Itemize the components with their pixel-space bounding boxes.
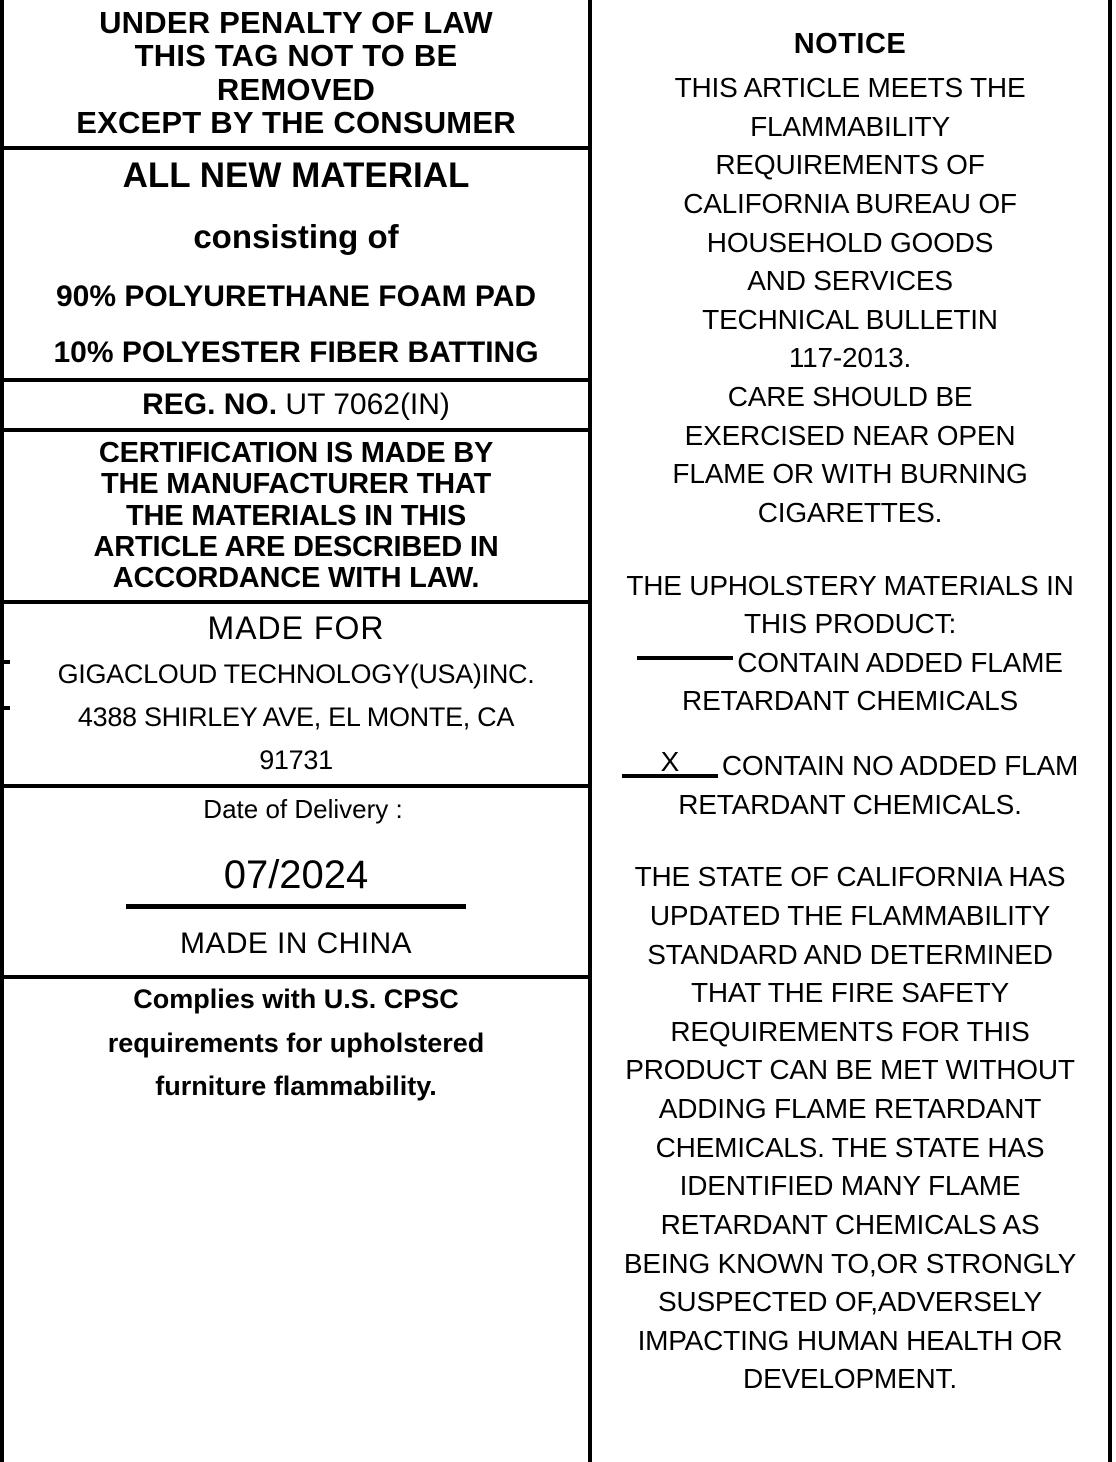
notice-line-11: FLAME OR WITH BURNING xyxy=(672,458,1028,490)
state-line-14: DEVELOPMENT. xyxy=(743,1363,957,1395)
notice-line-8: 117-2013. xyxy=(788,342,912,374)
state-line-9: IDENTIFIED MANY FLAME xyxy=(679,1170,1021,1202)
state-line-3: STANDARD AND DETERMINED xyxy=(647,938,1053,970)
registration-section xyxy=(4,382,588,432)
state-line-6: PRODUCT CAN BE MET WITHOUT xyxy=(625,1054,1075,1086)
date-of-delivery-field xyxy=(12,853,580,909)
registration-label: REG. NO. xyxy=(142,387,278,421)
material-section xyxy=(4,150,588,382)
notice-line-12: CIGARETTES. xyxy=(757,496,943,528)
option-no-contain-line-2: RETARDANT CHEMICALS. xyxy=(678,788,1022,820)
notice-line-4: CALIFORNIA BUREAU OF xyxy=(683,187,1017,219)
penalty-line-2: THIS TAG NOT TO BE xyxy=(134,38,458,74)
upholstery-intro-line-1: THE UPHOLSTERY MATERIALS IN xyxy=(626,569,1074,601)
material-heading: ALL NEW MATERIAL xyxy=(122,155,470,195)
state-line-1: THE STATE OF CALIFORNIA HAS xyxy=(634,861,1066,893)
state-line-10: RETARDANT CHEMICALS AS xyxy=(660,1208,1040,1240)
penalty-line-3: REMOVED xyxy=(216,71,376,107)
notice-body xyxy=(606,69,1094,533)
notice-line-10: EXERCISED NEAR OPEN xyxy=(684,419,1016,451)
state-line-8: CHEMICALS. THE STATE HAS xyxy=(655,1131,1045,1163)
certification-line-3: THE MATERIALS IN THIS xyxy=(125,499,467,532)
certification-line-4: ARTICLE ARE DESCRIBED IN xyxy=(93,530,499,563)
material-component-1: 90% POLYURETHANE FOAM PAD xyxy=(55,279,537,313)
option-contain-flame-retardants[interactable] xyxy=(606,644,1094,721)
state-statement xyxy=(606,858,1094,1399)
notice-line-5: HOUSEHOLD GOODS xyxy=(706,226,994,258)
notice-line-6: AND SERVICES xyxy=(747,265,953,297)
upholstery-intro xyxy=(606,567,1094,644)
notice-line-3: REQUIREMENTS OF xyxy=(715,149,985,181)
right-panel xyxy=(592,0,1112,1462)
upholstery-intro-line-2: THIS PRODUCT: xyxy=(743,608,957,640)
notice-line-1: THIS ARTICLE MEETS THE xyxy=(674,72,1026,103)
option-no-contain-mark: X xyxy=(660,745,680,777)
spacer xyxy=(606,824,1094,858)
made-for-title: MADE FOR xyxy=(207,610,385,647)
state-line-7: ADDING FLAME RETARDANT xyxy=(658,1093,1042,1124)
spacer xyxy=(606,721,1094,747)
state-line-5: REQUIREMENTS FOR THIS xyxy=(670,1015,1030,1047)
delivery-section xyxy=(4,788,588,979)
made-for-zip: 91731 xyxy=(259,745,333,776)
certification-line-2: THE MANUFACTURER THAT xyxy=(101,468,491,501)
option-no-contain-checkbox-line[interactable] xyxy=(622,746,718,778)
made-in-label: MADE IN CHINA xyxy=(180,927,412,961)
date-of-delivery-label: Date of Delivery : xyxy=(203,794,403,825)
notice-line-2: FLAMMABILITY xyxy=(750,110,950,142)
option-no-contain-row[interactable] xyxy=(606,747,1094,786)
option-contain-checkbox-line[interactable] xyxy=(637,656,733,660)
option-no-contain-line-1: CONTAIN NO ADDED FLAM xyxy=(721,750,1079,781)
penalty-line-1: UNDER PENALTY OF LAW xyxy=(99,5,493,40)
penalty-section xyxy=(4,0,588,150)
penalty-line-4: EXCEPT BY THE CONSUMER xyxy=(76,105,516,141)
option-contain-line-1: CONTAIN ADDED FLAME xyxy=(737,646,1063,678)
state-line-2: UPDATED THE FLAMMABILITY xyxy=(649,899,1051,931)
option-no-added-flame-retardants[interactable] xyxy=(606,747,1094,824)
material-component-2: 10% POLYESTER FIBER BATTING xyxy=(53,335,539,369)
material-consisting: consisting of xyxy=(193,217,399,255)
option-contain-row[interactable] xyxy=(606,644,1094,683)
notice-line-9: CARE SHOULD BE xyxy=(727,381,973,412)
certification-line-1: CERTIFICATION IS MADE BY xyxy=(98,436,494,469)
notice-line-7: TECHNICAL BULLETIN xyxy=(702,303,998,335)
state-line-11: BEING KNOWN TO,OR STRONGLY xyxy=(623,1247,1077,1279)
cpsc-line-2: requirements for upholstered xyxy=(107,1027,485,1058)
made-for-company: GIGACLOUD TECHNOLOGY(USA)INC. xyxy=(57,659,535,690)
registration-number: UT 7062(IN) xyxy=(285,387,450,421)
certification-section xyxy=(4,432,588,605)
made-for-address: 4388 SHIRLEY AVE, EL MONTE, CA xyxy=(77,702,515,733)
option-contain-line-2: RETARDANT CHEMICALS xyxy=(682,685,1018,717)
certification-line-5: ACCORDANCE WITH LAW. xyxy=(112,562,480,595)
notice-title: NOTICE xyxy=(793,28,907,60)
state-line-13: IMPACTING HUMAN HEALTH OR xyxy=(637,1324,1063,1356)
date-of-delivery-value: 07/2024 xyxy=(126,853,466,909)
cpsc-line-3: furniture flammability. xyxy=(155,1070,437,1101)
spacer xyxy=(606,533,1094,567)
cpsc-section xyxy=(4,979,588,1106)
state-line-4: THAT THE FIRE SAFETY xyxy=(690,977,1010,1009)
state-line-12: SUSPECTED OF,ADVERSELY xyxy=(657,1286,1043,1318)
cpsc-line-1: Complies with U.S. CPSC xyxy=(133,984,459,1015)
made-for-section xyxy=(4,604,588,788)
